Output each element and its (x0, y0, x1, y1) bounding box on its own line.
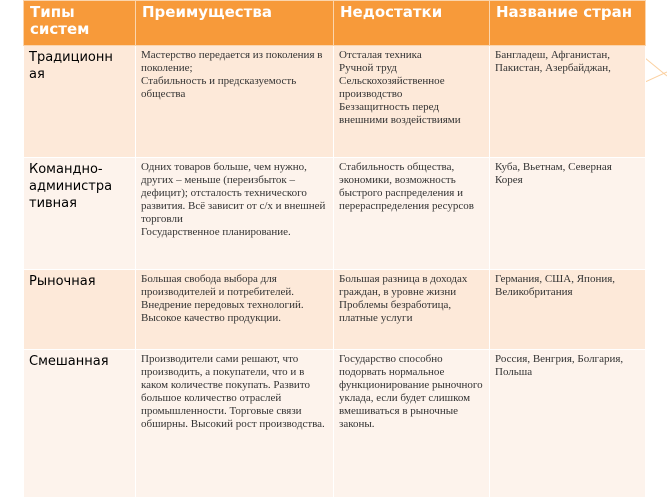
system-type-cell: Рыночная (24, 270, 136, 350)
system-type-cell: Командно- администра тивная (24, 158, 136, 270)
header-country-names: Название стран (490, 1, 646, 46)
table-header-row (24, 1, 646, 46)
economic-systems-table (23, 0, 646, 498)
advantages-cell: Производители сами решают, что производить, а покупатели, что и в каком количестве покупать. Развито большое количество отраслей промышленности. Торговые связи обширны. Высокий рост производства. (136, 350, 334, 498)
advantages-cell: Мастерство передается из поколения в поколение; Стабильность и предсказуемость общества (136, 46, 334, 158)
system-type-cell: Традиционн ая (24, 46, 136, 158)
header-advantages: Преимущества (136, 1, 334, 46)
disadvantages-cell: Государство способно подорвать нормальное функционирование рыночного уклада, если будет слишком вмешиваться в рыночные законы. (334, 350, 490, 498)
disadvantages-cell: Отсталая техника Ручной труд Сельскохозяйственное производство Беззащитность перед внешними воздействиями (334, 46, 490, 158)
countries-cell: Куба, Вьетнам, Северная Корея (490, 158, 646, 270)
countries-cell: Россия, Венгрия, Болгария, Польша (490, 350, 646, 498)
table-row (24, 270, 646, 350)
table-row (24, 350, 646, 498)
disadvantages-cell: Большая разница в доходах граждан, в уровне жизни Проблемы безработица, платные услуги (334, 270, 490, 350)
header-disadvantages: Недостатки (334, 1, 490, 46)
system-type-cell: Смешанная (24, 350, 136, 498)
table-row (24, 46, 646, 158)
countries-cell: Бангладеш, Афганистан, Пакистан, Азербайджан, (490, 46, 646, 158)
advantages-cell: Большая свобода выбора для производителей и потребителей. Внедрение передовых технологий. Высокое качество продукции. (136, 270, 334, 350)
header-system-types: Типы систем (24, 1, 136, 46)
countries-cell: Германия, США, Япония, Великобритания (490, 270, 646, 350)
advantages-cell: Одних товаров больше, чем нужно, других – меньше (переизбыток – дефицит); отсталость технического развития. Всё зависит от с/х и внешней торговли Государственное планирование. (136, 158, 334, 270)
table-row (24, 158, 646, 270)
disadvantages-cell: Стабильность общества, экономики, возможность быстрого распределения и перераспределения ресурсов (334, 158, 490, 270)
corner-decoration (645, 46, 667, 106)
